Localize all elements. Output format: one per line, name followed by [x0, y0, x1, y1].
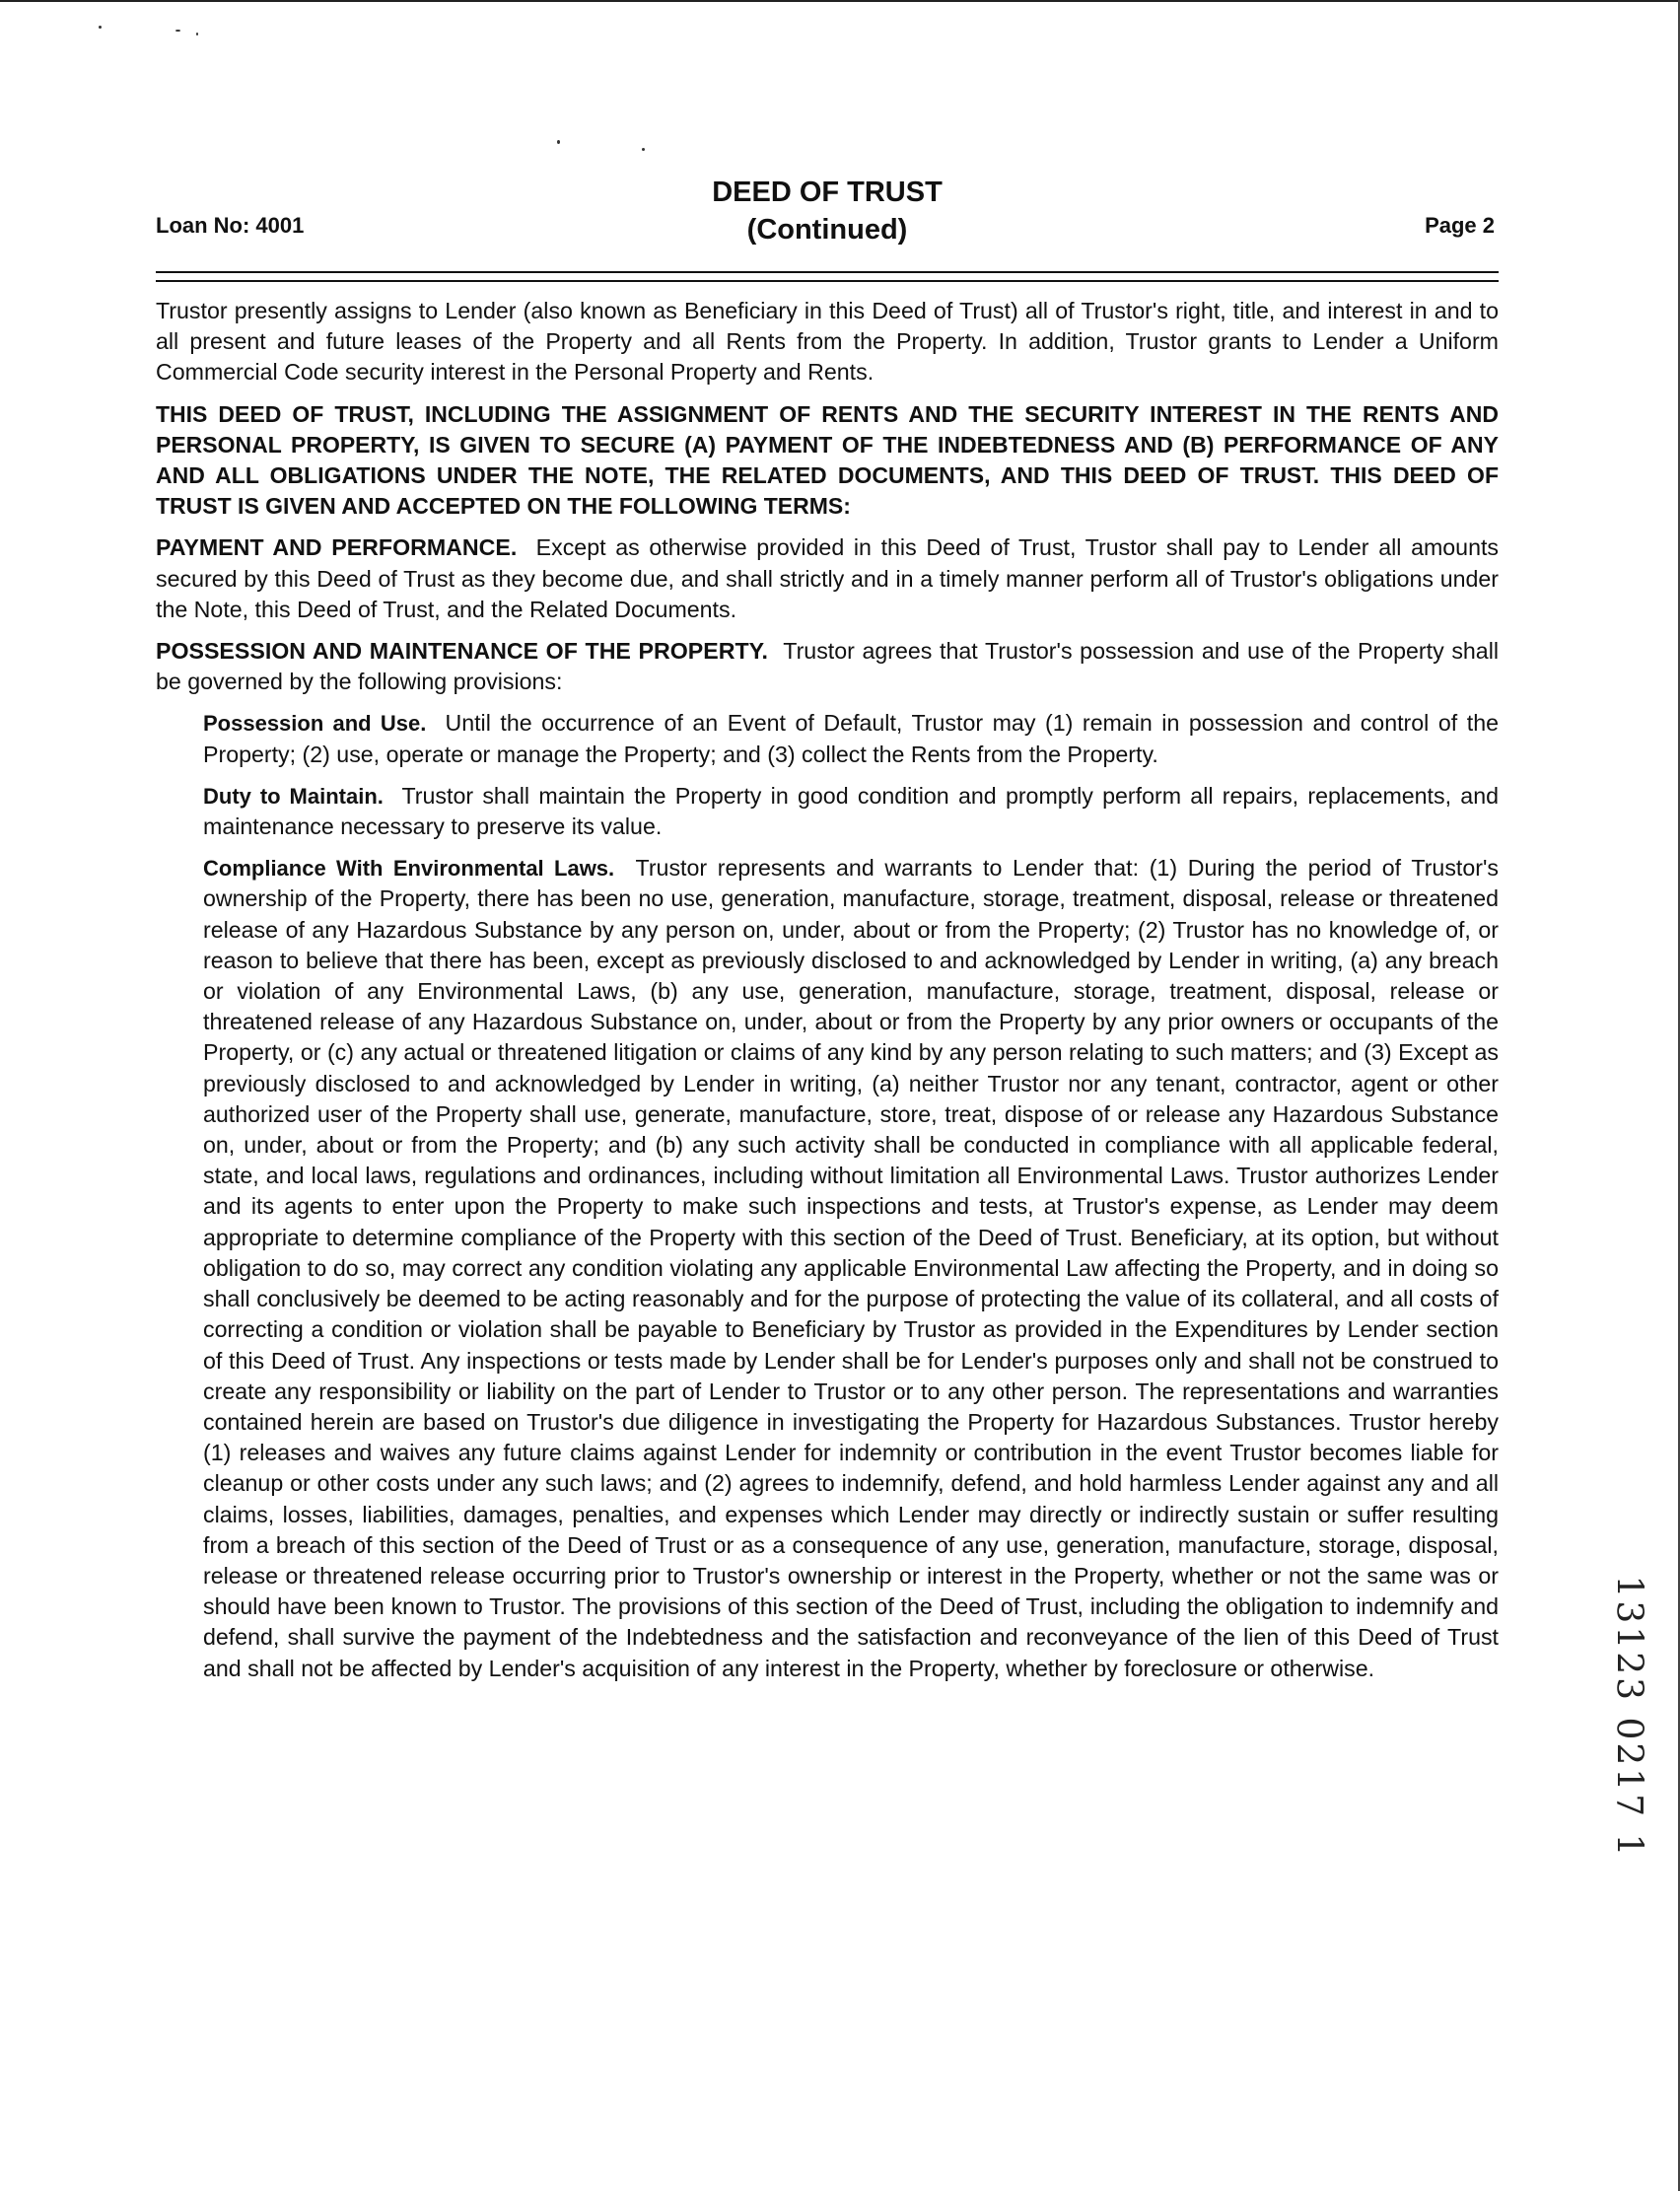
- title-line-2: (Continued): [746, 214, 908, 246]
- section-heading: POSSESSION AND MAINTENANCE OF THE PROPERTY.: [156, 638, 768, 665]
- subsection-heading: Duty to Maintain.: [203, 783, 384, 809]
- scan-speck: [642, 148, 645, 151]
- subsection-heading: Possession and Use.: [203, 711, 427, 737]
- subsection-heading: Compliance With Environmental Laws.: [203, 856, 615, 882]
- scan-speck: [557, 140, 560, 144]
- recording-stamp: [1597, 1575, 1660, 1859]
- scan-speck: [99, 26, 102, 29]
- possession-use-subsection: [203, 708, 1499, 769]
- loan-number: Loan No: 4001: [156, 213, 305, 238]
- title-line-1: DEED OF TRUST: [712, 177, 943, 208]
- subsection-text: Trustor represents and warrants to Lender that: (1) During the period of Trustor's ownership of the Property, there has been no use, generation, manufacture, storage, treatment, disposal, release or threatened release of any Hazardous Substance by any person on, under, about or from the Property; (2) Trustor has no knowledge of, or reason to believe that there has been, except as previously disclosed to and acknowledged by Lender in writing, (a) any breach or violation of any Environmental Laws, (b) any use, generation, manufacture, storage, treatment, disposal, release or threatened release of any Hazardous Substance on, under, about or from the Property by any prior owners or occupants of the Property, or (c) any actual or threatened litigation or claims of any kind by any person relating to such matters; and (3) Except as previously disclosed to and acknowledged by Lender in writing, (a) neither Trustor nor any tenant, contractor, agent or other authorized user of the Property shall use, generate, manufacture, store, treat, dispose of or release any Hazardous Substance on, under, about or from the Property; and (b) any such activity shall be conducted in compliance with all applicable federal, state, and local laws, regulations and ordinances, including without limitation all Environmental Laws. Trustor authorizes Lender and its agents to enter upon the Property to make such inspections and tests, at Trustor's expense, as Lender may deem appropriate to determine compliance of the Property with this section of the Deed of Trust. Beneficiary, at its option, but without obligation to do so, may correct any condition violating any applicable Environmental Law affecting the Property, and in doing so shall conclusively be deemed to be acting reasonably and for the purpose of protecting the value of its collateral, and all costs of correcting a condition or violation shall be payable to Beneficiary by Trustor as provided in the Expenditures by Lender section of this Deed of Trust. Any inspections or tests made by Lender shall be for Lender's purposes only and shall not be construed to create any responsibility or liability on the part of Lender to Trustor or to any other person. The representations and warranties contained herein are based on Trustor's due diligence in investigating the Property for Hazardous Substances. Trustor hereby (1) releases and waives any future claims against Lender for indemnity or contribution in the event Trustor becomes liable for cleanup or other costs under any such laws; and (2) agrees to indemnify, defend, and hold harmless Lender against any and all claims, losses, liabilities, damages, penalties, and expenses which Lender may directly or indirectly sustain or suffer resulting from a breach of this section of the Deed of Trust or as a consequence of any use, generation, manufacture, storage, disposal, release or threatened release occurring prior to Trustor's ownership or interest in the Property, whether or not the same was or should have been known to Trustor. The provisions of this section of the Deed of Trust, including the obligation to indemnify and defend, shall survive the payment of the Indebtedness and the satisfaction and reconveyance of the lien of this Deed of Trust and shall not be affected by Lender's acquisition of any interest in the Property, whether by foreclosure or otherwise.: [203, 855, 1499, 1681]
- page-header: [156, 174, 1499, 258]
- scan-top-border: [0, 0, 1680, 2]
- page-number: Page 2: [1425, 213, 1495, 238]
- payment-section: [156, 532, 1499, 625]
- header-rule-top: [156, 271, 1499, 273]
- header-rule-bottom: [156, 280, 1499, 282]
- scan-speck: [196, 33, 198, 35]
- subsection-text: Until the occurrence of an Event of Default, Trustor may (1) remain in possession and control of the Property; (2) use, operate or manage the Property; and (3) collect the Rents from the Property.: [203, 710, 1499, 767]
- recording-number: 13123 0217 1: [1608, 1575, 1649, 1859]
- possession-section: [156, 636, 1499, 697]
- document-body: [156, 296, 1499, 1684]
- duty-maintain-subsection: [203, 781, 1499, 842]
- assignment-paragraph: Trustor presently assigns to Lender (also known as Beneficiary in this Deed of Trust) all of Trustor's right, title, and interest in and to all present and future leases of the Property and all Rents from the Property. In addition, Trustor grants to Lender a Uniform Commercial Code security interest in the Personal Property and Rents.: [156, 298, 1499, 386]
- subsection-text: Trustor shall maintain the Property in good condition and promptly perform all repairs, replacements, and maintenance necessary to preserve its value.: [203, 782, 1499, 840]
- section-text: Except as otherwise provided in this Deed of Trust, Trustor shall pay to Lender all amounts secured by this Deed of Trust as they become due, and shall strictly and in a timely manner perform all of Trustor's obligations under the Note, this Deed of Trust, and the Related Documents.: [156, 534, 1499, 622]
- environmental-subsection: [203, 853, 1499, 1683]
- section-heading: PAYMENT AND PERFORMANCE.: [156, 534, 518, 561]
- section-text: Trustor agrees that Trustor's possession and use of the Property shall be governed by the following provisions:: [156, 638, 1500, 695]
- scan-speck: [175, 30, 180, 32]
- document-title: [156, 174, 1499, 248]
- security-clause: THIS DEED OF TRUST, INCLUDING THE ASSIGNMENT OF RENTS AND THE SECURITY INTEREST IN THE RENTS AND PERSONAL PROPERTY, IS GIVEN TO SECURE (A) PAYMENT OF THE INDEBTEDNESS AND (B) PERFORMANCE OF ANY AND ALL OBLIGATIONS UNDER THE NOTE, THE RELATED DOCUMENTS, AND THIS DEED OF TRUST. THIS DEED OF TRUST IS GIVEN AND ACCEPTED ON THE FOLLOWING TERMS:: [156, 400, 1499, 520]
